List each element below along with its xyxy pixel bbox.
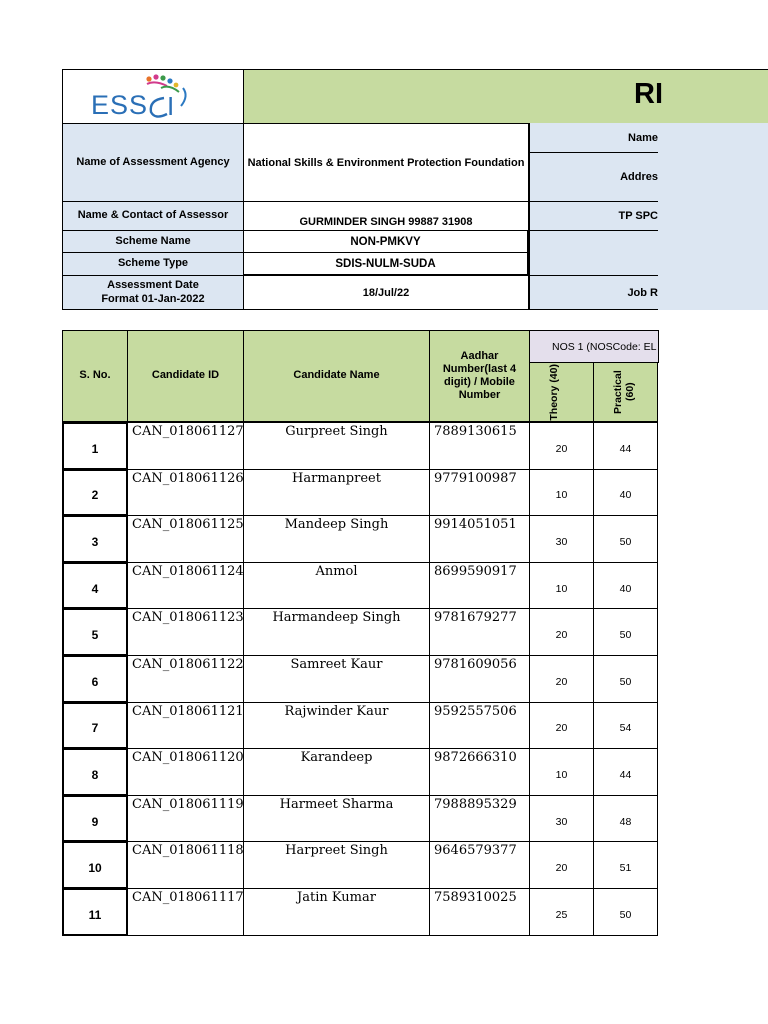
cell-candidate-name: Gurpreet Singh [243,422,430,470]
cell-candidate-name: Harpreet Singh [243,841,430,889]
cell-candidate-name: Harmeet Sharma [243,795,430,843]
cell-candidate-name: Mandeep Singh [243,515,430,563]
col-header-candidate-id: Candidate ID [127,330,244,422]
cell-theory: 10 [529,748,594,796]
cell-sno: 7 [62,702,128,750]
col-header-candidate-name: Candidate Name [243,330,430,422]
cell-candidate-id: CAN_018061125 [127,515,244,563]
cell-mobile: 9592557506 [429,702,530,750]
cell-mobile: 9781609056 [429,655,530,703]
logo-c-swoosh-icon [151,98,167,117]
cell-candidate-name: Karandeep [243,748,430,796]
cell-practical: 50 [593,608,658,656]
cell-sno: 11 [62,888,128,936]
cell-mobile: 7589310025 [429,888,530,936]
cell-theory: 20 [529,608,594,656]
agency-label: Name of Assessment Agency [62,123,244,202]
cell-candidate-id: CAN_018061126 [127,469,244,517]
cell-sno: 1 [62,422,128,470]
cell-practical: 54 [593,702,658,750]
cell-candidate-id: CAN_018061120 [127,748,244,796]
cell-candidate-id: CAN_018061127 [127,422,244,470]
cell-mobile: 8699590917 [429,562,530,610]
cell-practical: 40 [593,469,658,517]
cell-candidate-name: Harmandeep Singh [243,608,430,656]
scheme-name-label: Scheme Name [62,230,244,253]
cell-theory: 25 [529,888,594,936]
cell-theory: 20 [529,655,594,703]
agency-value: National Skills & Environment Protection Foundation [243,123,529,202]
col-header-sno: S. No. [62,330,128,422]
report-title: RI [634,78,663,110]
cell-candidate-id: CAN_018061119 [127,795,244,843]
cell-practical: 44 [593,422,658,470]
cell-sno: 6 [62,655,128,703]
col-header-aadhar: Aadhar Number(last 4 digit) / Mobile Number [429,330,530,422]
cell-theory: 20 [529,702,594,750]
cell-candidate-name: Harmanpreet [243,469,430,517]
scheme-type-label: Scheme Type [62,252,244,276]
col-header-practical: Practical (60) [593,362,658,422]
logo-figures-icon [146,74,185,106]
cell-mobile: 9646579377 [429,841,530,889]
cell-theory: 20 [529,841,594,889]
cell-sno: 4 [62,562,128,610]
cell-candidate-name: Samreet Kaur [243,655,430,703]
assessor-label: Name & Contact of Assessor [62,201,244,231]
logo-letter-i: I [167,91,175,121]
assessment-date-value: 18/Jul/22 [243,275,529,310]
cell-mobile: 9872666310 [429,748,530,796]
cell-theory: 20 [529,422,594,470]
right-address-label: Addres [529,153,658,202]
right-tpspoc-label: TP SPC [529,201,658,231]
logo-wordmark: ESS [91,90,149,120]
essci-logo [63,70,245,125]
cell-mobile: 9781679277 [429,608,530,656]
cell-candidate-name: Jatin Kumar [243,888,430,936]
cell-theory: 10 [529,469,594,517]
cell-sno: 10 [62,841,128,889]
cell-candidate-name: Anmol [243,562,430,610]
col-header-theory: Theory (40) [529,362,594,422]
cell-sno: 3 [62,515,128,563]
logo-cell [62,69,244,124]
cell-sno: 8 [62,748,128,796]
cell-mobile: 9914051051 [429,515,530,563]
cell-sno: 9 [62,795,128,843]
cell-practical: 44 [593,748,658,796]
cell-candidate-name: Rajwinder Kaur [243,702,430,750]
col-header-nos: NOS 1 (NOSCode: EL [529,330,659,363]
cell-practical: 50 [593,515,658,563]
cell-practical: 50 [593,888,658,936]
header-block [62,69,768,310]
cell-theory: 30 [529,515,594,563]
cell-mobile: 7988895329 [429,795,530,843]
assessment-date-label: Assessment Date Format 01-Jan-2022 [62,275,244,310]
cell-practical: 40 [593,562,658,610]
cell-mobile: 9779100987 [429,469,530,517]
scheme-name-value: NON-PMKVY [243,230,529,253]
cell-theory: 30 [529,795,594,843]
cell-candidate-id: CAN_018061118 [127,841,244,889]
cell-candidate-id: CAN_018061117 [127,888,244,936]
cell-practical: 50 [593,655,658,703]
cell-sno: 5 [62,608,128,656]
cell-candidate-id: CAN_018061121 [127,702,244,750]
report-title-bar [243,69,768,124]
cell-sno: 2 [62,469,128,517]
scheme-type-value: SDIS-NULM-SUDA [243,252,529,276]
cell-mobile: 7889130615 [429,422,530,470]
cell-practical: 51 [593,841,658,889]
cell-practical: 48 [593,795,658,843]
right-jobrole-label: Job R [529,275,658,310]
cell-candidate-id: CAN_018061122 [127,655,244,703]
cell-theory: 10 [529,562,594,610]
cell-candidate-id: CAN_018061123 [127,608,244,656]
cell-candidate-id: CAN_018061124 [127,562,244,610]
right-name-label: Name [529,123,658,153]
marks-table [62,330,658,936]
assessor-value: GURMINDER SINGH 99887 31908 [243,201,529,231]
